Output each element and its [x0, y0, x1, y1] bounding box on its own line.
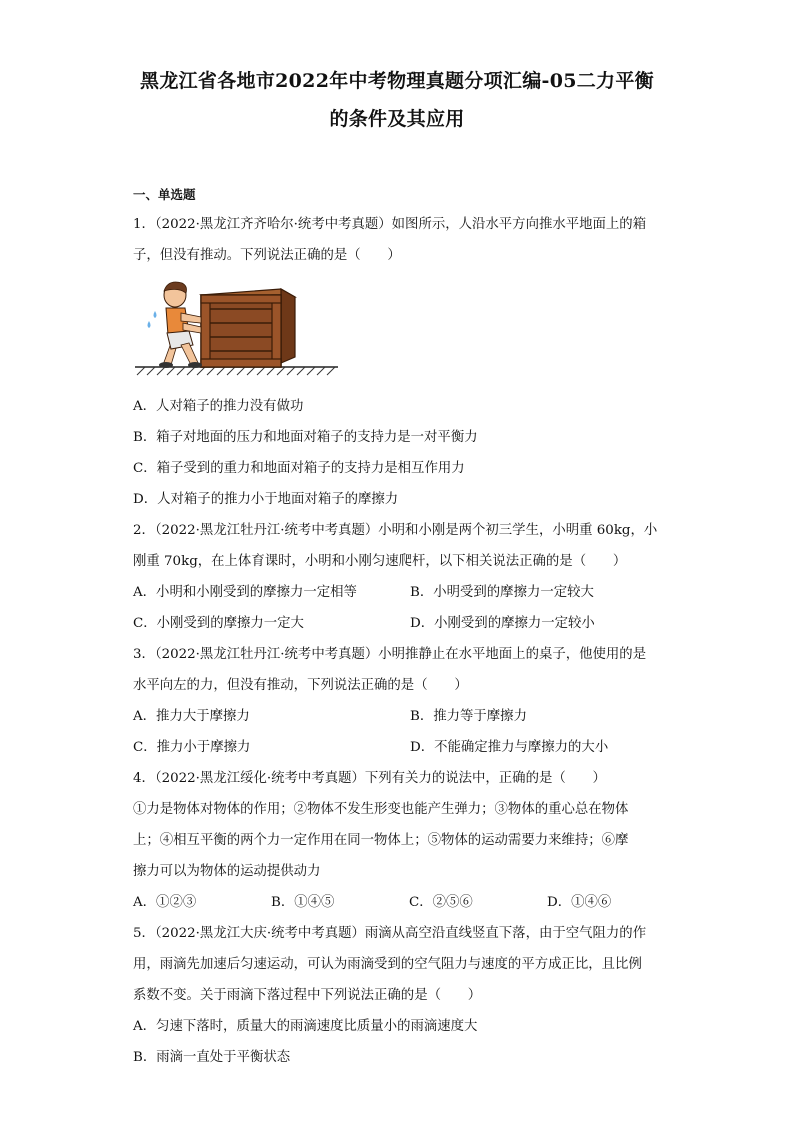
question-5-stem-line-1: 5．（2022·黑龙江大庆·统考中考真题）雨滴从高空沿直线竖直下落，由于空气阻力的作: [133, 926, 647, 941]
section-heading: 一、单选题: [133, 187, 196, 202]
question-4: [133, 763, 663, 918]
question-1-option-d: D．人对箱子的推力小于地面对箱子的摩擦力: [133, 492, 399, 507]
document-body: [133, 183, 663, 1073]
question-1-option-c: C．箱子受到的重力和地面对箱子的支持力是相互作用力: [133, 461, 465, 476]
question-5-stem-line-2: 用，雨滴先加速后匀速运动，可认为雨滴受到的空气阻力与速度的平方成正比，且比例: [133, 957, 642, 972]
question-3-option-b: B．推力等于摩擦力: [410, 709, 527, 724]
question-3-options-row-1: [133, 701, 663, 732]
title-line-1: 黑龙江省各地市2022年中考物理真题分项汇编-05二力平衡: [140, 70, 654, 92]
pushing-crate-illustration: [133, 275, 343, 385]
question-4-stem-line-4: 擦力可以为物体的运动提供动力: [133, 864, 321, 879]
question-3-option-d: D．不能确定推力与摩擦力的大小: [410, 740, 609, 755]
question-3-stem-line-2: 水平向左的力，但没有推动，下列说法正确的是（ ）: [133, 678, 468, 693]
question-4-stem-line-2: ①力是物体对物体的作用；②物体不发生形变也能产生弹力；③物体的重心总在物体: [133, 802, 629, 817]
question-2: [133, 515, 663, 639]
question-4-option-a: A．①②③: [133, 895, 197, 910]
question-2-option-a: A．小明和小刚受到的摩擦力一定相等: [133, 585, 357, 600]
question-2-stem-line-1: 2．（2022·黑龙江牡丹江·统考中考真题）小明和小刚是两个初三学生，小明重 60kg，小: [133, 523, 658, 538]
figure-person-pushing-crate: [133, 275, 663, 385]
question-5-stem-line-3: 系数不变。关于雨滴下落过程中下列说法正确的是（ ）: [133, 988, 482, 1003]
title-line-2: 的条件及其应用: [329, 108, 465, 130]
question-4-option-c: C．②⑤⑥: [409, 895, 473, 910]
document-title: [100, 62, 694, 138]
question-3: [133, 639, 663, 763]
question-3-stem-line-1: 3．（2022·黑龙江牡丹江·统考中考真题）小明推静止在水平地面上的桌子，他使用的是: [133, 647, 647, 662]
question-1-option-a: A．人对箱子的推力没有做功: [133, 399, 304, 414]
question-4-option-b: B．①④⑤: [271, 895, 335, 910]
question-3-option-a: A．推力大于摩擦力: [133, 709, 250, 724]
person-figure: [148, 282, 203, 368]
question-1-stem-line-2: 子，但没有推动。下列说法正确的是（ ）: [133, 248, 401, 263]
question-4-option-d: D．①④⑥: [547, 895, 612, 910]
question-2-options-row-2: [133, 608, 663, 639]
question-3-option-c: C．推力小于摩擦力: [133, 740, 251, 755]
question-5-option-a: A．匀速下落时，质量大的雨滴速度比质量小的雨滴速度大: [133, 1019, 478, 1034]
question-4-stem-line-3: 上；④相互平衡的两个力一定作用在同一物体上；⑤物体的运动需要力来维持；⑥摩: [133, 833, 629, 848]
question-2-option-d: D．小刚受到的摩擦力一定较小: [410, 616, 595, 631]
question-5-option-b: B．雨滴一直处于平衡状态: [133, 1050, 291, 1065]
question-4-options-row: [133, 887, 663, 918]
question-2-option-b: B．小明受到的摩擦力一定较大: [410, 585, 594, 600]
question-5: [133, 918, 663, 1073]
question-1-option-b: B．箱子对地面的压力和地面对箱子的支持力是一对平衡力: [133, 430, 478, 445]
question-2-stem-line-2: 刚重 70kg，在上体育课时，小明和小刚匀速爬杆，以下相关说法正确的是（ ）: [133, 554, 627, 569]
question-4-stem-line-1: 4．（2022·黑龙江绥化·统考中考真题）下列有关力的说法中，正确的是（ ）: [133, 771, 606, 786]
question-2-option-c: C．小刚受到的摩擦力一定大: [133, 616, 304, 631]
question-3-options-row-2: [133, 732, 663, 763]
question-2-options-row-1: [133, 577, 663, 608]
question-1-stem-line-1: 1．（2022·黑龙江齐齐哈尔·统考中考真题）如图所示，人沿水平方向推水平地面上的箱: [133, 217, 647, 232]
question-1: [133, 209, 663, 515]
